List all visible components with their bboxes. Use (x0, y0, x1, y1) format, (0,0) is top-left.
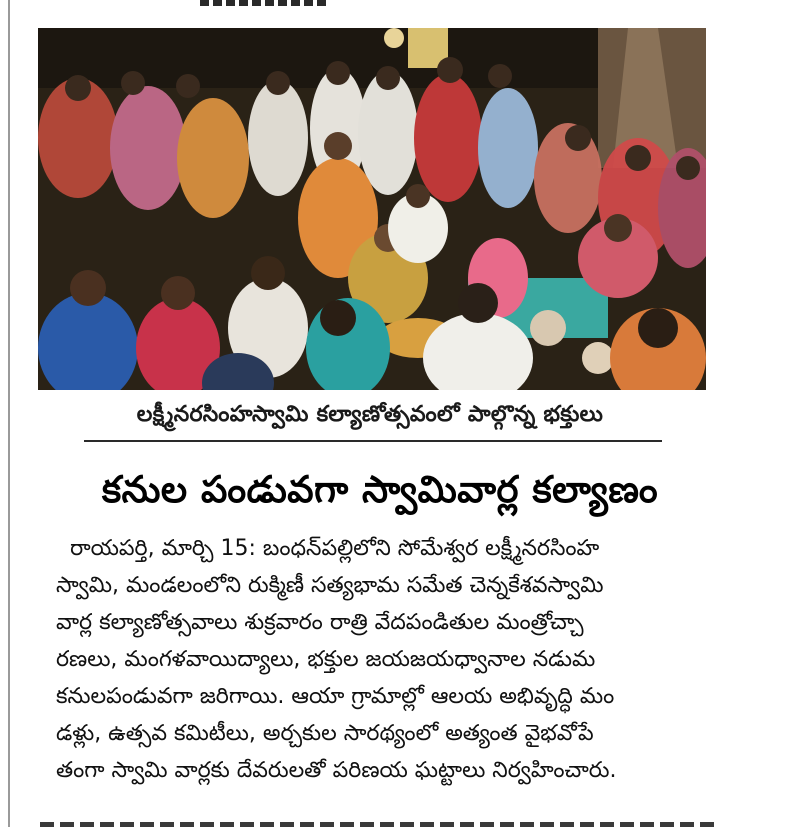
body-line: రణలు, మంగళవాయిద్యాలు, భక్తుల జయజయధ్వానాల నడుమ (56, 647, 596, 672)
column-divider (8, 0, 10, 827)
body-line: వార్ల కల్యాణోత్సవాలు శుక్రవారం రాత్రి వేదపండితుల మంత్రోచ్చా (56, 610, 584, 635)
article-body (56, 530, 720, 789)
news-photo (38, 28, 706, 390)
article-headline: కనుల పండువగా స్వామివార్ల కల్యాణం (101, 468, 659, 511)
photo-caption: లక్ష్మీనరసింహస్వామి కల్యాణోత్సవంలో పాల్గొన్న భక్తులు (136, 402, 604, 427)
caption-underline (84, 440, 662, 442)
cropped-text-fragment (200, 0, 330, 6)
body-line: రాయపర్తి, మార్చి 15: బంధన్‌పల్లిలోని సోమేశ్వర లక్ష్మీనరసింహ (70, 536, 600, 561)
body-line: తంగా స్వామి వార్లకు దేవరులతో పరిణయ ఘట్టాలు నిర్వహించారు. (56, 758, 617, 783)
body-line: స్వామి, మండలంలోని రుక్మిణీ సత్యభామ సమేత చెన్నకేశవస్వామి (56, 573, 604, 598)
photo-illustration (38, 28, 706, 390)
body-line: డళ్లు, ఉత్సవ కమిటీలు, అర్చకుల సారథ్యంలో అత్యంత వైభవోపే (56, 721, 594, 746)
cropped-text-fragment (40, 818, 720, 827)
body-line: కనులపండువగా జరిగాయి. ఆయా గ్రామాల్లో ఆలయ అభివృద్ధి మం (56, 684, 615, 709)
